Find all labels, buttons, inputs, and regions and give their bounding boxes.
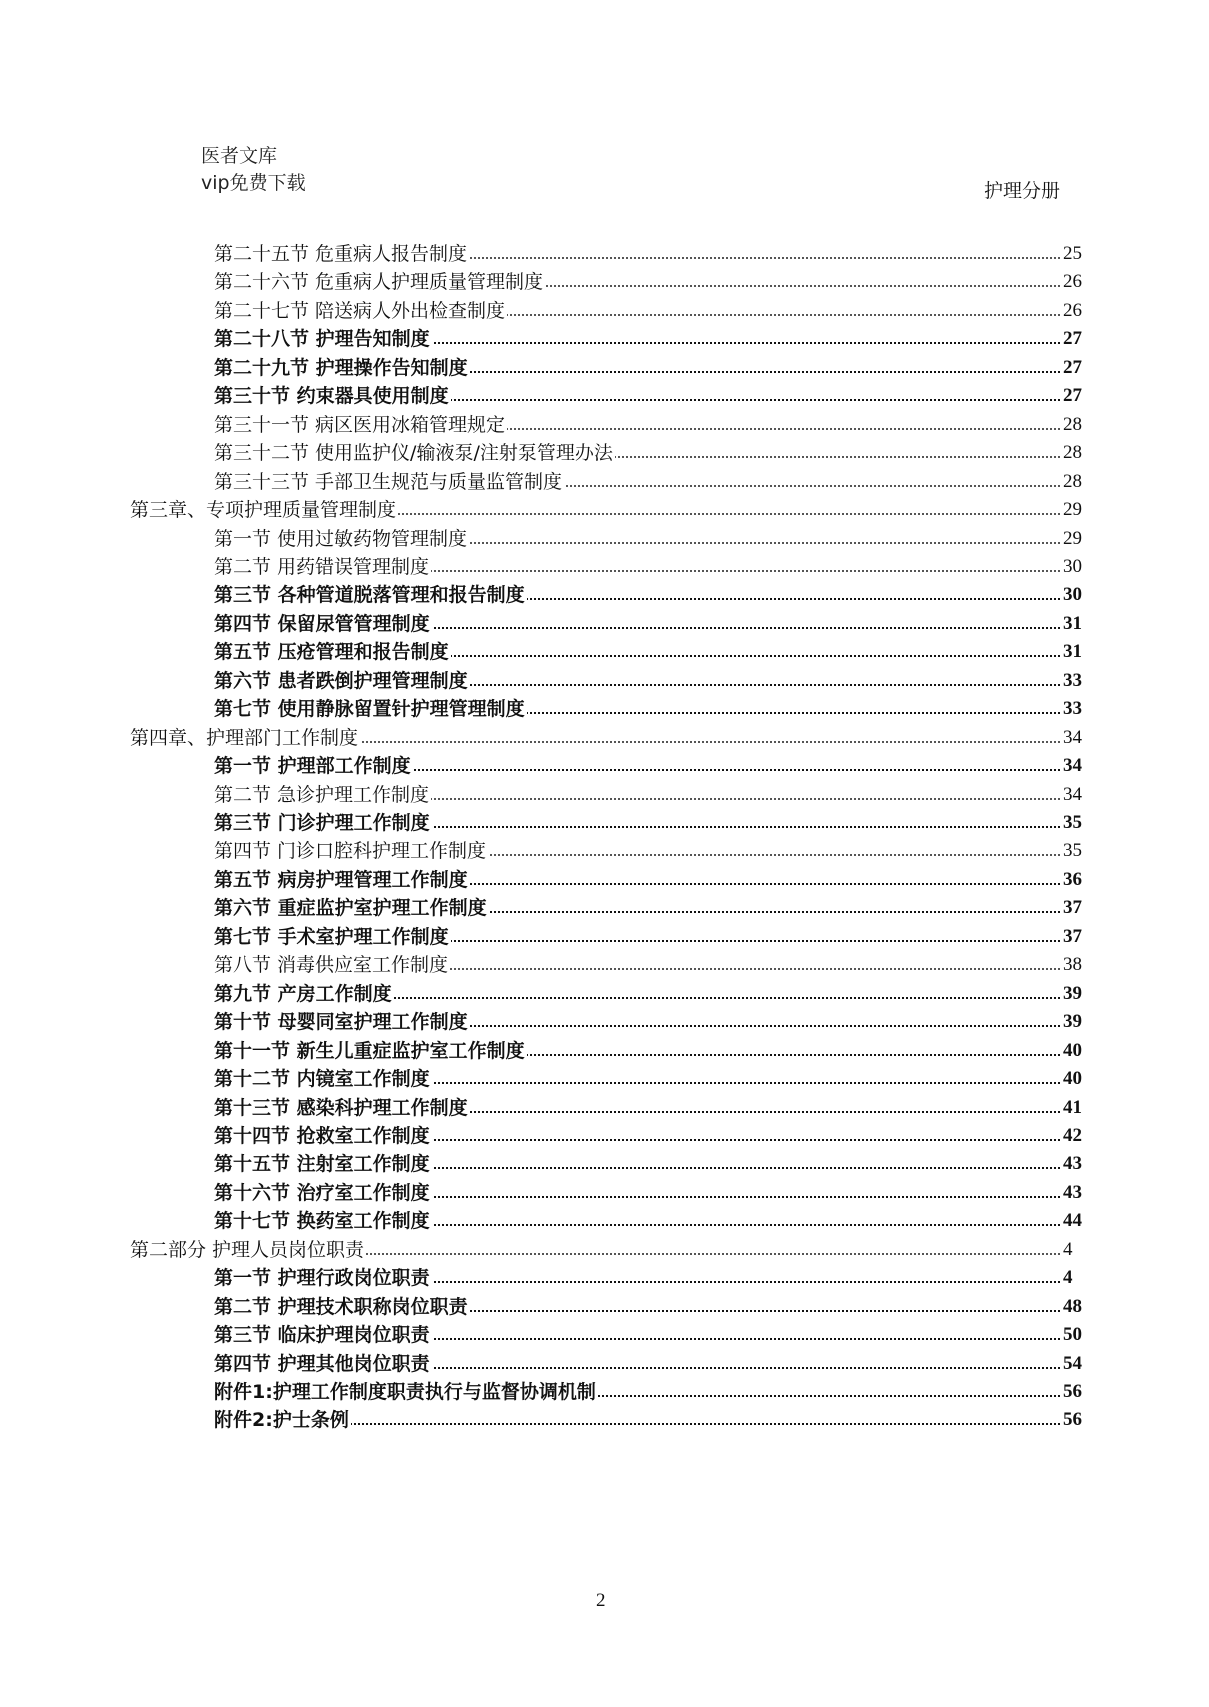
toc-entry-page: 39	[1060, 982, 1082, 1006]
toc-entry-label: 第一节 护理行政岗位职责	[214, 1267, 430, 1290]
toc-entry-label: 第二节 用药错误管理制度	[214, 555, 430, 578]
toc-entry[interactable]	[0, 525, 1209, 553]
toc-entry-label: 第二十七节 陪送病人外出检查制度	[214, 299, 506, 322]
toc-entry-label: 第十三节 感染科护理工作制度	[214, 1096, 468, 1119]
toc-entry-label: 第八节 消毒供应室工作制度	[214, 954, 449, 977]
toc-entry[interactable]	[0, 638, 1209, 666]
toc-entry[interactable]	[0, 923, 1209, 951]
toc-entry-page: 28	[1060, 413, 1082, 437]
toc-entry-label: 第四节 门诊口腔科护理工作制度	[214, 840, 487, 863]
toc-entry[interactable]	[0, 781, 1209, 809]
watermark-line-1: 医者文库	[201, 145, 278, 167]
toc-entry[interactable]	[0, 1065, 1209, 1093]
toc-entry[interactable]	[0, 468, 1209, 496]
toc-entry-label: 第九节 产房工作制度	[214, 982, 392, 1005]
toc-entry-page: 33	[1060, 669, 1082, 693]
toc-entry-label: 第二十六节 危重病人护理质量管理制度	[214, 271, 544, 294]
toc-entry-label: 第四章、护理部门工作制度	[130, 726, 359, 749]
toc-entry-page: 28	[1060, 441, 1082, 465]
toc-entry[interactable]	[0, 1008, 1209, 1036]
toc-entry-page: 40	[1060, 1039, 1082, 1063]
toc-entry-page: 31	[1060, 612, 1082, 636]
toc-entry[interactable]	[0, 1321, 1209, 1349]
toc-entry[interactable]	[0, 1293, 1209, 1321]
toc-entry-page: 37	[1060, 896, 1082, 920]
toc-entry-page: 54	[1060, 1352, 1082, 1376]
toc-entry-page: 34	[1060, 783, 1082, 807]
toc-entry-label: 第四节 保留尿管管理制度	[214, 612, 430, 635]
toc-entry-label: 附件1:护理工作制度职责执行与监督协调机制	[214, 1381, 596, 1403]
toc-entry[interactable]	[0, 809, 1209, 837]
toc-entry-page: 40	[1060, 1067, 1082, 1091]
toc-entry-label: 第三节 各种管道脱落管理和报告制度	[214, 584, 525, 607]
toc-entry-label: 第十节 母婴同室护理工作制度	[214, 1011, 468, 1034]
page-number: 2	[596, 1590, 606, 1611]
toc-entry[interactable]	[0, 354, 1209, 382]
toc-entry[interactable]	[0, 411, 1209, 439]
toc-entry-page: 28	[1060, 470, 1082, 494]
toc-entry[interactable]	[0, 382, 1209, 410]
toc-entry[interactable]	[0, 1406, 1209, 1434]
toc-entry-page: 34	[1060, 726, 1082, 750]
toc-entry-label: 第十五节 注射室工作制度	[214, 1153, 430, 1176]
toc-entry[interactable]	[0, 1122, 1209, 1150]
toc-entry-page: 29	[1060, 498, 1082, 522]
toc-entry-label: 第三十三节 手部卫生规范与质量监管制度	[214, 470, 563, 493]
toc-entry[interactable]	[0, 1207, 1209, 1235]
toc-entry-page: 44	[1060, 1209, 1082, 1233]
toc-entry[interactable]	[0, 1179, 1209, 1207]
toc-entry[interactable]	[0, 325, 1209, 353]
toc-entry-page: 38	[1060, 953, 1082, 977]
toc-entry-page: 43	[1060, 1181, 1082, 1205]
toc-entry[interactable]	[0, 1094, 1209, 1122]
toc-entry-label: 第二十五节 危重病人报告制度	[214, 243, 468, 265]
toc-entry[interactable]	[0, 581, 1209, 609]
toc-entry-page: 29	[1060, 527, 1082, 551]
toc-entry-page: 27	[1060, 356, 1082, 380]
toc-entry-page: 26	[1060, 299, 1082, 323]
toc-entry-label: 第一节 护理部工作制度	[214, 755, 411, 778]
toc-entry-label: 第五节 病房护理管理工作制度	[214, 868, 468, 891]
toc-entry-page: 33	[1060, 697, 1082, 721]
toc-entry-label: 第二节 护理技术职称岗位职责	[214, 1295, 468, 1318]
toc-entry-label: 附件2:护士条例	[214, 1409, 349, 1432]
toc-entry-page: 26	[1060, 270, 1082, 294]
toc-entry[interactable]	[0, 268, 1209, 296]
toc-entry-label: 第三节 临床护理岗位职责	[214, 1324, 430, 1347]
toc-entry-page: 56	[1060, 1380, 1082, 1404]
toc-entry-page: 36	[1060, 868, 1082, 892]
toc-entry[interactable]	[0, 837, 1209, 865]
toc-entry-label: 第七节 使用静脉留置针护理管理制度	[214, 698, 525, 721]
toc-entry[interactable]	[0, 724, 1209, 752]
toc-entry-page: 39	[1060, 1010, 1082, 1034]
toc-entry-label: 第三十二节 使用监护仪/输液泵/注射泵管理办法	[214, 442, 613, 465]
toc-entry-page: 4	[1060, 1266, 1073, 1290]
toc-entry-label: 第二部分 护理人员岗位职责	[130, 1238, 365, 1261]
toc-entry-label: 第三十节 约束器具使用制度	[214, 385, 449, 408]
toc-entry-label: 第五节 压疮管理和报告制度	[214, 641, 449, 664]
toc-entry-label: 第三章、专项护理质量管理制度	[130, 499, 397, 522]
toc-entry-page: 42	[1060, 1124, 1082, 1148]
toc-entry-label: 第四节 护理其他岗位职责	[214, 1352, 430, 1375]
toc-entry-label: 第三十一节 病区医用冰箱管理规定	[214, 413, 506, 436]
toc-entry-label: 第十二节 内镜室工作制度	[214, 1068, 430, 1091]
toc-entry-label: 第六节 重症监护室护理工作制度	[214, 897, 487, 920]
toc-entry-label: 第二十九节 护理操作告知制度	[214, 356, 468, 379]
toc-entry-page: 56	[1060, 1408, 1082, 1432]
toc-entry[interactable]	[0, 667, 1209, 695]
toc-entry-label: 第一节 使用过敏药物管理制度	[214, 527, 468, 550]
toc-entry[interactable]	[0, 695, 1209, 723]
toc-entry-page: 27	[1060, 327, 1082, 351]
toc-entry[interactable]	[0, 951, 1209, 979]
toc-entry-page: 25	[1060, 242, 1082, 266]
toc-entry-page: 27	[1060, 384, 1082, 408]
toc-entry-label: 第七节 手术室护理工作制度	[214, 925, 449, 948]
header-title: 护理分册	[984, 180, 1061, 202]
toc-entry[interactable]	[0, 1264, 1209, 1292]
toc-entry[interactable]	[0, 866, 1209, 894]
toc-entry-page: 34	[1060, 754, 1082, 778]
watermark	[201, 143, 306, 197]
toc-entry-label: 第三节 门诊护理工作制度	[214, 812, 430, 834]
toc-entry[interactable]	[0, 1378, 1209, 1406]
toc-entry[interactable]	[0, 1150, 1209, 1178]
watermark-line-2: vip免费下载	[201, 172, 306, 194]
toc-entry[interactable]	[0, 240, 1209, 268]
toc-entry-page: 30	[1060, 555, 1082, 579]
toc-entry-page: 35	[1060, 839, 1082, 863]
toc-entry[interactable]	[0, 553, 1209, 581]
toc-entry-page: 4	[1060, 1238, 1073, 1262]
toc-entry[interactable]	[0, 496, 1209, 524]
toc-entry-label: 第二十八节 护理告知制度	[214, 328, 430, 351]
toc-entry[interactable]	[0, 1236, 1209, 1264]
toc-entry-label: 第二节 急诊护理工作制度	[214, 783, 430, 806]
toc-entry[interactable]	[0, 297, 1209, 325]
toc-entry-label: 第十六节 治疗室工作制度	[214, 1181, 430, 1204]
toc-entry-page: 48	[1060, 1295, 1082, 1319]
toc-entry-page: 43	[1060, 1152, 1082, 1176]
toc-entry-page: 37	[1060, 925, 1082, 949]
toc-entry-page: 35	[1060, 811, 1082, 835]
toc-entry[interactable]	[0, 894, 1209, 922]
toc-entry[interactable]	[0, 1037, 1209, 1065]
toc-entry[interactable]	[0, 439, 1209, 467]
toc-entry-page: 31	[1060, 640, 1082, 664]
toc-entry[interactable]	[0, 980, 1209, 1008]
toc-entry-label: 第十一节 新生儿重症监护室工作制度	[214, 1039, 525, 1062]
toc-entry-page: 50	[1060, 1323, 1082, 1347]
toc-entry-page: 41	[1060, 1096, 1082, 1120]
toc-entry-page: 30	[1060, 583, 1082, 607]
toc-entry[interactable]	[0, 752, 1209, 780]
toc-entry-label: 第六节 患者跌倒护理管理制度	[214, 669, 468, 692]
toc-entry-label: 第十四节 抢救室工作制度	[214, 1124, 430, 1147]
toc-entry[interactable]	[0, 1350, 1209, 1378]
toc-entry-label: 第十七节 换药室工作制度	[214, 1210, 430, 1233]
toc-entry[interactable]	[0, 610, 1209, 638]
